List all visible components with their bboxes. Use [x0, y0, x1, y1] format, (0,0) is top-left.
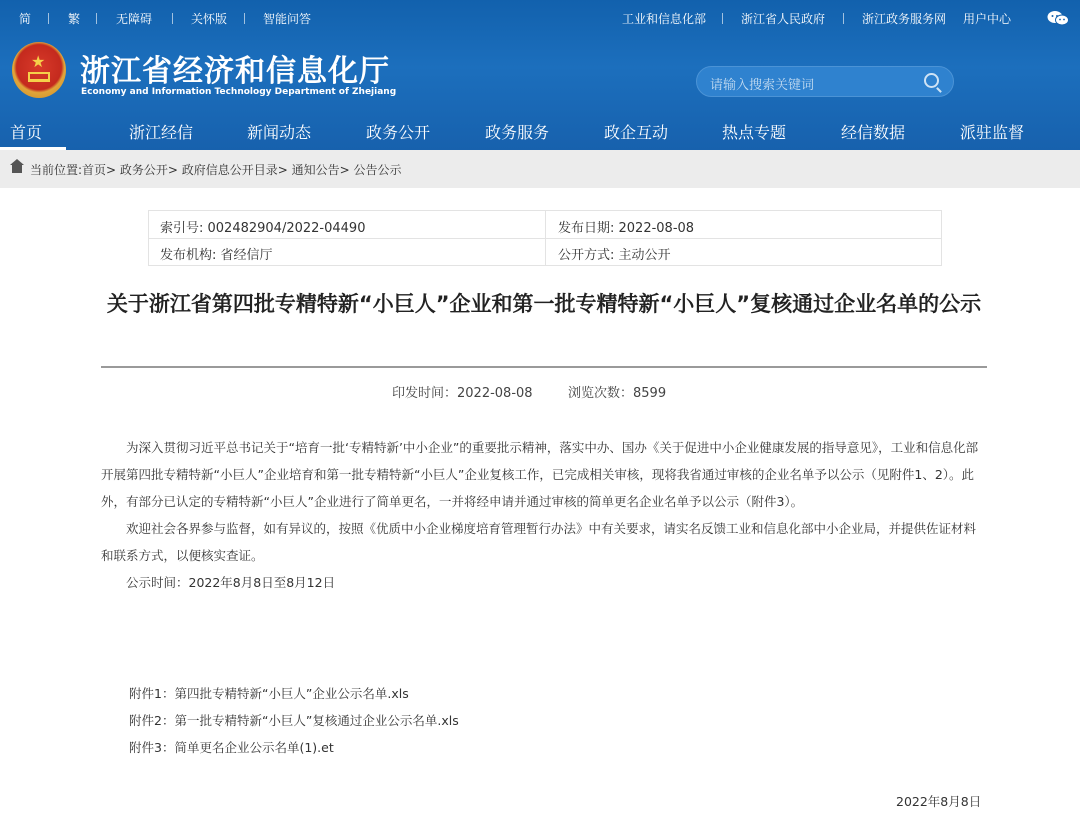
main-nav: [0, 112, 1080, 150]
search-box[interactable]: [696, 66, 954, 97]
divider: [96, 13, 97, 24]
breadcrumb: [0, 150, 1080, 188]
publisher: 发布机构: 省经信厅: [160, 248, 273, 263]
nav-item-news[interactable]: 新闻动态: [247, 123, 312, 142]
nav-item-supervision[interactable]: 派驻监督: [960, 123, 1025, 142]
print-time: 印发时间：2022-08-08: [392, 386, 533, 401]
paragraph: 欢迎社会各界参与监督，如有异议的，按照《优质中小企业梯度培育管理暂行办法》中有关要求，请实名反馈工业和信息化部中小企业局，并提供佐证材料和联系方式，以便核实查证。: [101, 521, 977, 563]
publish-date: 发布日期: 2022-08-08: [558, 221, 695, 236]
nav-item-hot-topics[interactable]: 热点专题: [722, 123, 787, 142]
zj-service-network-link[interactable]: 浙江政务服务网: [862, 12, 947, 26]
document-meta-table: [148, 210, 942, 266]
search-input[interactable]: 请输入搜索关键词: [710, 78, 815, 93]
top-bar: [0, 0, 1080, 36]
article-title: 关于浙江省第四批专精特新“小巨人”企业和第一批专精特新“小巨人”复核通过企业名单的公示: [106, 292, 982, 316]
view-count: 浏览次数：8599: [568, 386, 667, 401]
breadcrumb-text[interactable]: 当前位置:首页> 政务公开> 政府信息公开目录> 通知公告> 公告公示: [30, 163, 402, 177]
nav-item-interaction[interactable]: 政企互动: [604, 123, 669, 142]
divider: [48, 13, 49, 24]
nav-item-zhejiang-economy[interactable]: 浙江经信: [129, 123, 194, 142]
index-number: 索引号: 002482904/2022-04490: [160, 221, 366, 236]
zj-government-link[interactable]: 浙江省人民政府: [741, 12, 826, 26]
nav-item-data[interactable]: 经信数据: [841, 123, 906, 142]
paragraph: 为深入贯彻习近平总书记关于“培育一批‘专精特新’中小企业”的重要批示精神，落实中办、国办《关于促进中小企业健康发展的指导意见》，工业和信息化部开展第四批专精特新“小巨人”企业培育和第一批专精特新“小巨人”企业复核工作，已完成相关审核，现将我省通过审核的企业名单予以公示（见附件1、2）。此外，有部分已认定的专精特新“小巨人”企业进行了简单更名，一并将经申请并通过审核的简单更名企业名单予以公示（附件3）。: [101, 440, 979, 509]
user-center-link[interactable]: 用户中心: [963, 12, 1012, 26]
miit-link[interactable]: 工业和信息化部: [622, 12, 707, 26]
disclosure-mode: 公开方式: 主动公开: [558, 248, 671, 263]
title-divider: [101, 366, 987, 368]
home-icon: [12, 165, 22, 173]
national-emblem-logo[interactable]: ★: [12, 42, 66, 98]
nav-item-government-affairs[interactable]: 政务公开: [366, 123, 431, 142]
article-body: [101, 434, 987, 596]
signature-date: 2022年8月8日: [896, 794, 982, 809]
site-header: [0, 0, 1080, 150]
accessibility-link[interactable]: 无障碍: [116, 12, 153, 26]
divider: [172, 13, 173, 24]
site-subtitle: Economy and Information Technology Department of Zhejiang: [81, 87, 397, 97]
paragraph: 公示时间：2022年8月8日至8月12日: [126, 575, 336, 590]
smart-qa-link[interactable]: 智能问答: [263, 12, 312, 26]
divider: [244, 13, 245, 24]
attachment-link-1[interactable]: 附件1：第四批专精特新“小巨人”企业公示名单.xls: [129, 686, 409, 701]
wechat-icon[interactable]: [1047, 10, 1069, 26]
simplified-chinese-link[interactable]: 简: [19, 12, 32, 26]
site-title[interactable]: 浙江省经济和信息化厅: [80, 54, 390, 89]
search-icon[interactable]: [924, 73, 939, 88]
traditional-chinese-link[interactable]: 繁: [68, 12, 81, 26]
divider: [843, 13, 844, 24]
divider: [722, 13, 723, 24]
divider: [149, 238, 941, 239]
nav-item-home[interactable]: 首页: [10, 123, 43, 142]
nav-item-government-services[interactable]: 政务服务: [485, 123, 550, 142]
attachment-link-3[interactable]: 附件3：简单更名企业公示名单(1).et: [129, 740, 334, 755]
elder-care-mode-link[interactable]: 关怀版: [191, 12, 228, 26]
attachment-link-2[interactable]: 附件2：第一批专精特新“小巨人”复核通过企业公示名单.xls: [129, 713, 459, 728]
